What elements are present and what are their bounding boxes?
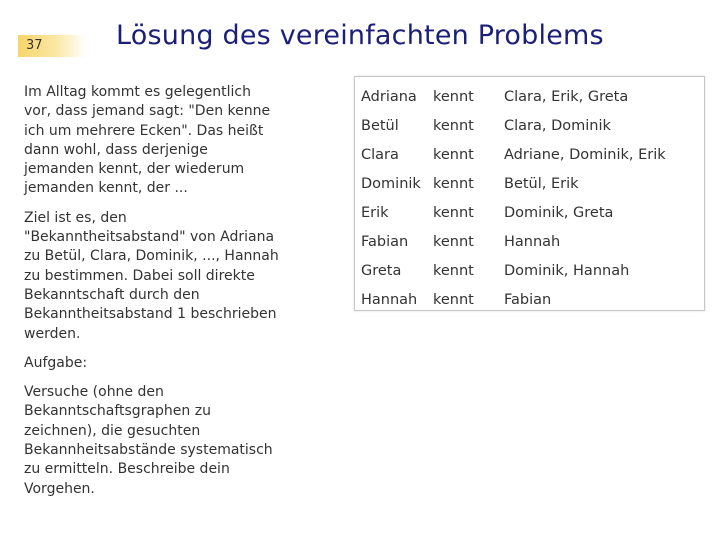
task-heading: Aufgabe: [24,354,88,371]
person-cell: Adriana [361,88,417,105]
table-row [361,82,666,111]
table-row [361,169,666,198]
person-cell: Clara [361,146,399,163]
person-cell: Greta [361,262,402,279]
knows-cell: Fabian [504,291,552,308]
verb-cell: kennt [433,291,474,308]
knows-cell: Adriane, Dominik, Erik [504,146,666,163]
verb-cell: kennt [433,233,474,250]
table-row [361,285,666,314]
table-row [361,198,666,227]
knows-cell: Betül, Erik [504,175,579,192]
verb-cell: kennt [433,262,474,279]
knows-cell: Clara, Dominik [504,117,611,134]
person-cell: Fabian [361,233,409,250]
verb-cell: kennt [433,146,474,163]
task-paragraph: Versuche (ohne den Bekanntschaftsgraphen zu zeichnen), die gesuchten Bekannheitsabstände systematisch zu ermitteln. Beschreibe dein Vorgehen. [24,384,273,497]
table-row [361,140,666,169]
intro-text [24,83,279,509]
person-cell: Betül [361,117,399,134]
table-row [361,256,666,285]
acquaintance-table [354,76,705,311]
verb-cell: kennt [433,175,474,192]
verb-cell: kennt [433,117,474,134]
person-cell: Dominik [361,175,421,192]
knows-cell: Hannah [504,233,561,250]
verb-cell: kennt [433,88,474,105]
slide-title: Lösung des vereinfachten Problems [116,20,604,51]
knows-cell: Clara, Erik, Greta [504,88,629,105]
person-cell: Hannah [361,291,418,308]
intro-paragraph: Im Alltag kommt es gelegentlich vor, dass jemand sagt: "Den kenne ich um mehrere Ecken". Das heißt dann wohl, dass derjenige jemanden kennt, der wiederum jemanden kennt, der ... [24,84,271,197]
verb-cell: kennt [433,204,474,221]
knows-cell: Dominik, Hannah [504,262,630,279]
person-cell: Erik [361,204,389,221]
slide-number: 37 [18,35,86,57]
table-row [361,111,666,140]
table-row [361,227,666,256]
goal-paragraph: Ziel ist es, den "Bekanntheitsabstand" von Adriana zu Betül, Clara, Dominik, ..., Hannah zu bestimmen. Dabei soll direkte Bekanntschaft durch den Bekanntheitsabstand 1 beschrieben werden. [24,209,279,342]
knows-cell: Dominik, Greta [504,204,614,221]
